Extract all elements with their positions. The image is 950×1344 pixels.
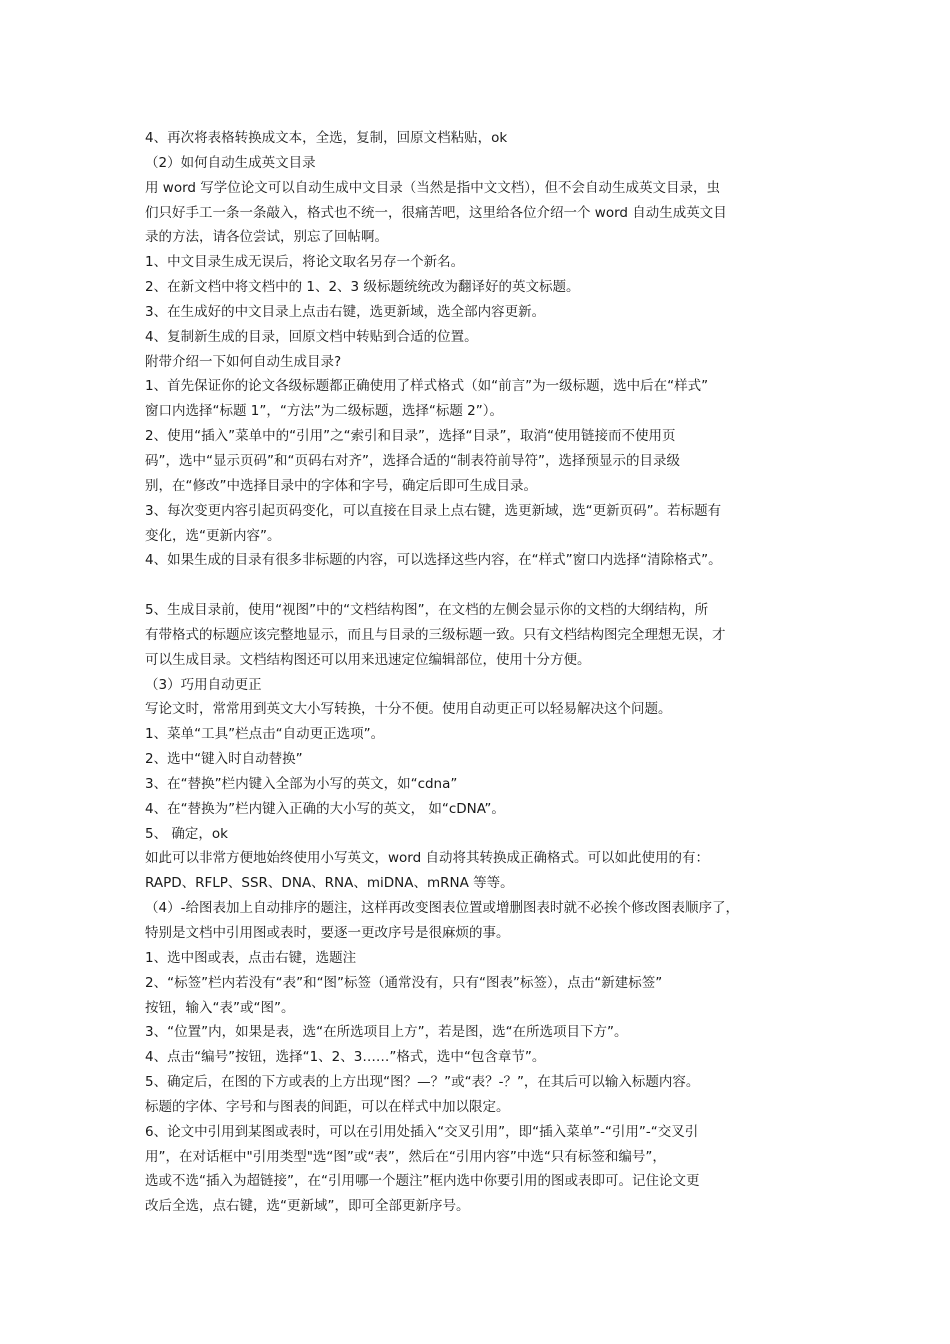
text-line: 4、点击“编号”按钮，选择“1、2、3……”格式，选中“包含章节”。 <box>145 1049 546 1066</box>
blank-line <box>145 573 825 598</box>
text-line: 有带格式的标题应该完整地显示，而且与目录的三级标题一致。只有文档结构图完全理想无误，才 <box>145 626 726 643</box>
text-line: 改后全选，点右键，选“更新域”，即可全部更新序号。 <box>145 1198 470 1215</box>
text-line: 4、再次将表格转换成文本，全选，复制，回原文档粘贴，ok <box>145 130 508 146</box>
section-heading: （3）巧用自动更正 <box>145 676 262 693</box>
text-line: 3、在“替换”栏内键入全部为小写的英文，如“cdna” <box>145 775 458 792</box>
text-line: 特别是文档中引用图或表时，要逐一更改序号是很麻烦的事。 <box>145 925 510 941</box>
text-line: 写论文时，常常用到英文大小写转换，十分不便。使用自动更正可以轻易解决这个问题。 <box>145 701 672 718</box>
text-line: 3、在生成好的中文目录上点击右键，选更新域，选全部内容更新。 <box>145 303 546 320</box>
text-line: RAPD、RFLP、SSR、DNA、RNA、miDNA、mRNA 等等。 <box>145 875 514 892</box>
text-line: 附带介绍一下如何自动生成目录? <box>145 353 342 370</box>
text-line: 标题的字体、字号和与图表的间距，可以在样式中加以限定。 <box>145 1098 510 1115</box>
text-line: 3、每次变更内容引起页码变化，可以直接在目录上点右键，选更新域，选“更新页码”。若标题有 <box>145 502 722 519</box>
text-line: 用”，在对话框中"引用类型"选“图”或“表”，然后在“引用内容”中选“只有标签和编号”， <box>145 1148 666 1165</box>
section-heading: （2）如何自动生成英文目录 <box>145 154 316 171</box>
text-line: 4、如果生成的目录有很多非标题的内容，可以选择这些内容，在“样式”窗口内选择“清除格式”。 <box>145 552 722 569</box>
text-line: 2、选中“键入时自动替换” <box>145 751 303 768</box>
text-line: 5、 确定，ok <box>145 825 228 842</box>
text-line: 1、菜单“工具”栏点击“自动更正选项”。 <box>145 726 385 743</box>
text-line: 用 word 写学位论文可以自动生成中文目录（当然是指中文文档），但不会自动生成英文目录，虫 <box>145 179 721 196</box>
text-line: 6、论文中引用到某图或表时，可以在引用处插入“交叉引用”，即“插入菜单”-“引用”-“交叉引 <box>145 1123 699 1140</box>
text-line: 5、确定后，在图的下方或表的上方出现“图？—？”或“表？-？”，在其后可以输入标题内容。 <box>145 1074 700 1091</box>
document-body <box>145 126 825 1219</box>
text-line: 如此可以非常方便地始终使用小写英文，word 自动将其转换成正确格式。可以如此使用的有： <box>145 850 709 867</box>
text-line: 录的方法，请各位尝试，别忘了回帖啊。 <box>145 229 388 246</box>
text-line: 选或不选“插入为超链接”，在“引用哪一个题注”框内选中你要引用的图或表即可。记住论文更 <box>145 1173 700 1190</box>
text-line: 1、首先保证你的论文各级标题都正确使用了样式格式（如“前言”为一级标题，选中后在“样式” <box>145 378 709 395</box>
text-line: 1、选中图或表，点击右键，选题注 <box>145 949 357 966</box>
text-line: 2、“标签”栏内若没有“表”和“图”标签（通常没有，只有“图表”标签），点击“新建标签” <box>145 974 663 991</box>
section-heading: （4）-给图表加上自动排序的题注，这样再改变图表位置或增删图表时就不必挨个修改图表顺序了， <box>145 900 739 917</box>
text-line: 1、中文目录生成无误后，将论文取名另存一个新名。 <box>145 254 465 271</box>
text-line: 窗口内选择“标题 1”，“方法”为二级标题，选择“标题 2”）。 <box>145 403 503 420</box>
text-line: 2、在新文档中将文档中的 1、2、3 级标题统统改为翻译好的英文标题。 <box>145 279 580 296</box>
text-line: 5、生成目录前，使用“视图”中的“文档结构图”，在文档的左侧会显示你的文档的大纲结构，所 <box>145 602 709 619</box>
text-line: 别，在“修改”中选择目录中的字体和字号，确定后即可生成目录。 <box>145 477 537 494</box>
text-line: 4、在“替换为”栏内键入正确的大小写的英文， 如“cDNA”。 <box>145 800 505 817</box>
text-line: 4、复制新生成的目录，回原文档中转贴到合适的位置。 <box>145 328 478 345</box>
text-line: 们只好手工一条一条敲入，格式也不统一，很痛苦吧，这里给各位介绍一个 word 自动生成英文目 <box>145 204 727 221</box>
text-line: 码”，选中“显示页码”和“页码右对齐”，选择合适的“制表符前导符”，选择预显示的目录级 <box>145 452 680 469</box>
text-line: 3、“位置”内，如果是表，选“在所选项目上方”，若是图，选“在所选项目下方”。 <box>145 1024 628 1041</box>
text-line: 变化，选“更新内容”。 <box>145 527 281 544</box>
text-line: 可以生成目录。文档结构图还可以用来迅速定位编辑部位，使用十分方便。 <box>145 651 591 668</box>
text-line: 按钮，输入“表”或“图”。 <box>145 999 295 1016</box>
text-line: 2、使用“插入”菜单中的“引用”之“索引和目录”，选择“目录”，取消“使用链接而不使用页 <box>145 428 676 445</box>
